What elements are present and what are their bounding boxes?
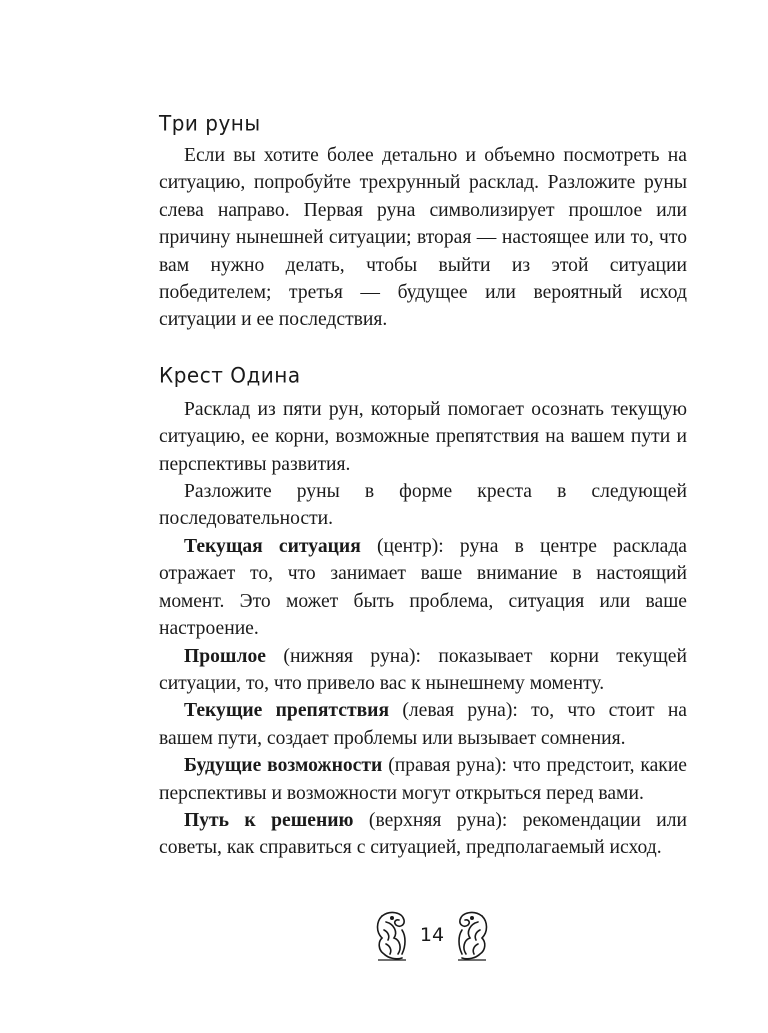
term-solution: Путь к решению	[184, 809, 354, 831]
page-content	[159, 108, 687, 862]
term-past: Прошлое	[184, 645, 266, 667]
paragraph-obstacles: Текущие препятствия (левая руна): то, что стоит на вашем пути, создает проблемы или вызывает сомнения.	[159, 700, 687, 749]
paragraph-solution: Путь к решению (верхняя руна): рекомендации или советы, как справиться с ситуацией, предполагаемый исход.	[159, 809, 687, 859]
section-body-odin-cross	[159, 396, 687, 862]
paragraph: Расклад из пяти рун, который помогает осознать текущую ситуацию, ее корни, возможные препятствия на вашем пути и перспективы развития.	[159, 398, 687, 475]
paragraph-past: Прошлое (нижняя руна): показывает корни текущей ситуации, то, что привело вас к нынешнему моменту.	[159, 645, 687, 694]
term-current-situation: Текущая ситуация	[184, 535, 361, 557]
paragraph-current-situation: Текущая ситуация (центр): руна в центре расклада отражает то, что занимает ваше внимание в настоящий момент. Это может быть проблема, ситуация или ваше настроение.	[159, 535, 687, 640]
page-footer	[372, 910, 494, 966]
bird-ornament-icon	[372, 910, 412, 964]
bird-ornament-icon	[452, 910, 492, 964]
section-body-three-runes	[159, 142, 687, 334]
term-future: Будущие возможности	[184, 755, 383, 777]
section-title-three-runes: Три руны	[159, 110, 261, 136]
term-obstacles: Текущие препятствия	[184, 700, 390, 722]
paragraph-future: Будущие возможности (правая руна): что предстоит, какие перспективы и возможности могут открыться перед вами.	[159, 755, 687, 804]
paragraph: Если вы хотите более детально и объемно посмотреть на ситуацию, попробуйте трехрунный расклад. Разложите руны слева направо. Первая руна символизирует прошлое или причину нынешней ситуации; вторая — настоящее или то, что вам нужно делать, чтобы выйти из этой ситуации победителем; третья — будущее или вероятный исход ситуации и ее последствия.	[159, 145, 687, 331]
paragraph: Разложите руны в форме креста в следующей последовательности.	[159, 481, 687, 530]
page-number: 14	[419, 924, 445, 946]
section-title-odin-cross: Крест Одина	[159, 362, 301, 388]
